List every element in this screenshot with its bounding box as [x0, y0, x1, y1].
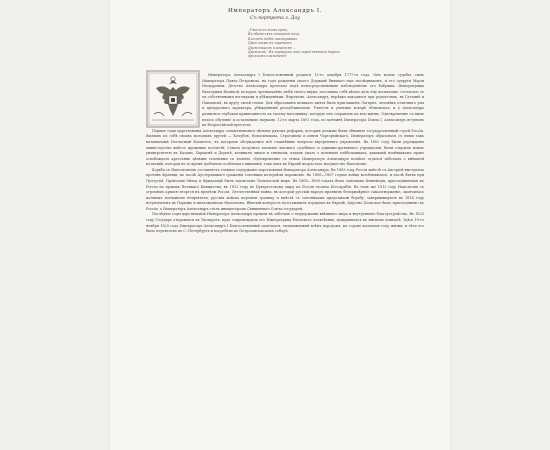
paragraph: Борьба съ Наполеономъ составляетъ главное содержаніе царствованія Императора Александра. Въ 1805 году Россія вмѣстѣ съ Австріей выступила противъ Франціи, но послѣ Аустерлицкаго сраженія союзники потерпѣли пораженіе. Въ 1806—1807 годахъ война возобновилась, и послѣ битвъ при Пултускѣ, Прейсишъ-Эйлау и Фридландѣ былъ заключенъ Тильзитскій миръ. Въ 1808—1809 годахъ была завоевана Финляндія, присоединенная къ Россіи на правахъ Великаго Княжества; въ 1812 году по Бухарестскому миру къ Россіи отошла Бессарабія. Въ томъ же 1812 году Наполеонъ съ огромною арміею вторгся въ предѣлы Россіи. Отечественная война, въ которой русскій народъ проявилъ безпримѣрное самоотверженіе, окончилась полнымъ изгнаніемъ непріятеля; русскія войска перешли границу и вмѣстѣ съ союзниками продолжали борьбу, завершившуюся въ 1814 году вступленіемъ въ Парижъ и низложеніемъ Наполеона. Вѣнскій конгрессъ возстановилъ порядокъ въ Европѣ; Царство Польское было присоединено къ Россіи, а Императоръ Александръ сталъ иниціаторомъ Священнаго Союза государей.: [146, 167, 424, 211]
epigraph-line: Дремлемъ - Въ горящемъ отъ зорей святыхъ дорогъ: [248, 50, 340, 55]
page-title: Императоръ Александръ I.: [227, 8, 323, 14]
epigraph-line: Въ обителяхъ сѣверной ночи,: [248, 32, 300, 37]
initial-space: [146, 73, 202, 128]
paragraph: Послѣдніе годы царствованія Императора Александра прошли въ заботахъ о поддержаніи внѣшняго мира и внутренняго благоустройства. Въ 1825 году Государь отправился въ Таганрогъ, куда сопровождала его Императрица Елизавета Алексѣевна, нуждавшаяся въ мягкомъ климатѣ. Здѣсь 19-го ноября 1825 года Императоръ Александръ I Благословенный скончался, оплакиваемый всѣмъ народомъ, на сорокъ восьмомъ году жизни, и тѣло его было перевезено въ С.-Петербургъ и погребено въ Петропавловскомъ соборѣ.: [146, 212, 424, 234]
epigraph-line: Дремлющемъ пламенемъ ...: [248, 45, 297, 50]
epigraph-line: Блеснёт тебѣ скиптровано: [248, 36, 298, 41]
epigraph-line: „Ужели въ томъ краю,: [248, 28, 288, 32]
epigraph: [248, 28, 358, 59]
paragraph: Императоръ Александръ I Благословенный родился 12-го декабря 1777-го года. Онъ волею судьбы, сынъ Императора Павла Петровича, на годъ рожденія своего Державѣ бывшаго еще наслѣдникомъ, и его супруги Маріи Ѳеодоровны. Детство Александра протекло подъ непосредственнымъ наблюденіемъ его бабушки, Императрицы Екатерины Великой, которая, чрезвычайно любя своего внука, поставила себѣ цѣлью дать ему воспитаніе, согласное съ ея собственными взглядами и убѣжденіями. Впрочемъ, Александръ, нерѣдко находился при родителяхъ, въ Гатчинѣ и Павловскѣ, въ кругу своей семьи. Для образованія великаго князя былъ приглашенъ Лагарпъ, человѣкъ отличнаго ума и прекраснаго характера, убѣжденный республиканецъ. Учитель и ученикъ вскорѣ сблизились, и у Александра развилась глубокая привязанность къ своему наставнику, которую онъ сохранилъ на всю жизнь. Одновременно съ нимъ велось обученіе и остальнымъ наукамъ. 12-го марта 1801 года, по кончинѣ Императора Павла I, Александръ вступилъ на Всероссійскій престолъ.: [202, 73, 424, 128]
epigraph-line: дремлемъ пламенемъ": [248, 54, 288, 59]
paragraph: Первые годы царствованія Александра ознаменовались цѣлымъ рядомъ реформъ, которыя должны были обновить государственный строй Россіи. Вызвавъ къ себѣ своихъ молодыхъ друзей — Кочубея, Новосильцова, Строганова и князя Чарторыйскаго, Императоръ образовалъ съ ними такъ называемый Негласный Комитетъ, въ которомъ обсуждались всѣ главнѣйшіе вопросы внутренняго управленія. Въ 1802 году были учреждены министерства вмѣсто прежнихъ коллегій; Сенатъ получилъ значеніе высшаго судебнаго и административнаго учрежденія; были открыты новые университеты въ Казани, Харьковѣ и Дерптѣ, возникли лицеи и гимназіи; изданъ указъ о вольныхъ хлѣбопашцахъ, дававшій помѣщикамъ право освобождать крестьянъ цѣлыми селеніями съ землею. Одновременно съ этимъ Императоръ Александръ всецѣло отдался заботамъ о внѣшней политикѣ, которая въ то время требовала особеннаго вниманія, такъ какъ въ Европѣ возрастало могущество Наполеона.: [146, 128, 424, 167]
page-subtitle: Съ портрета г. Доу: [250, 16, 300, 21]
epigraph-line: Пред очами въ гореніемъ: [248, 41, 292, 46]
body-text: [146, 73, 424, 235]
